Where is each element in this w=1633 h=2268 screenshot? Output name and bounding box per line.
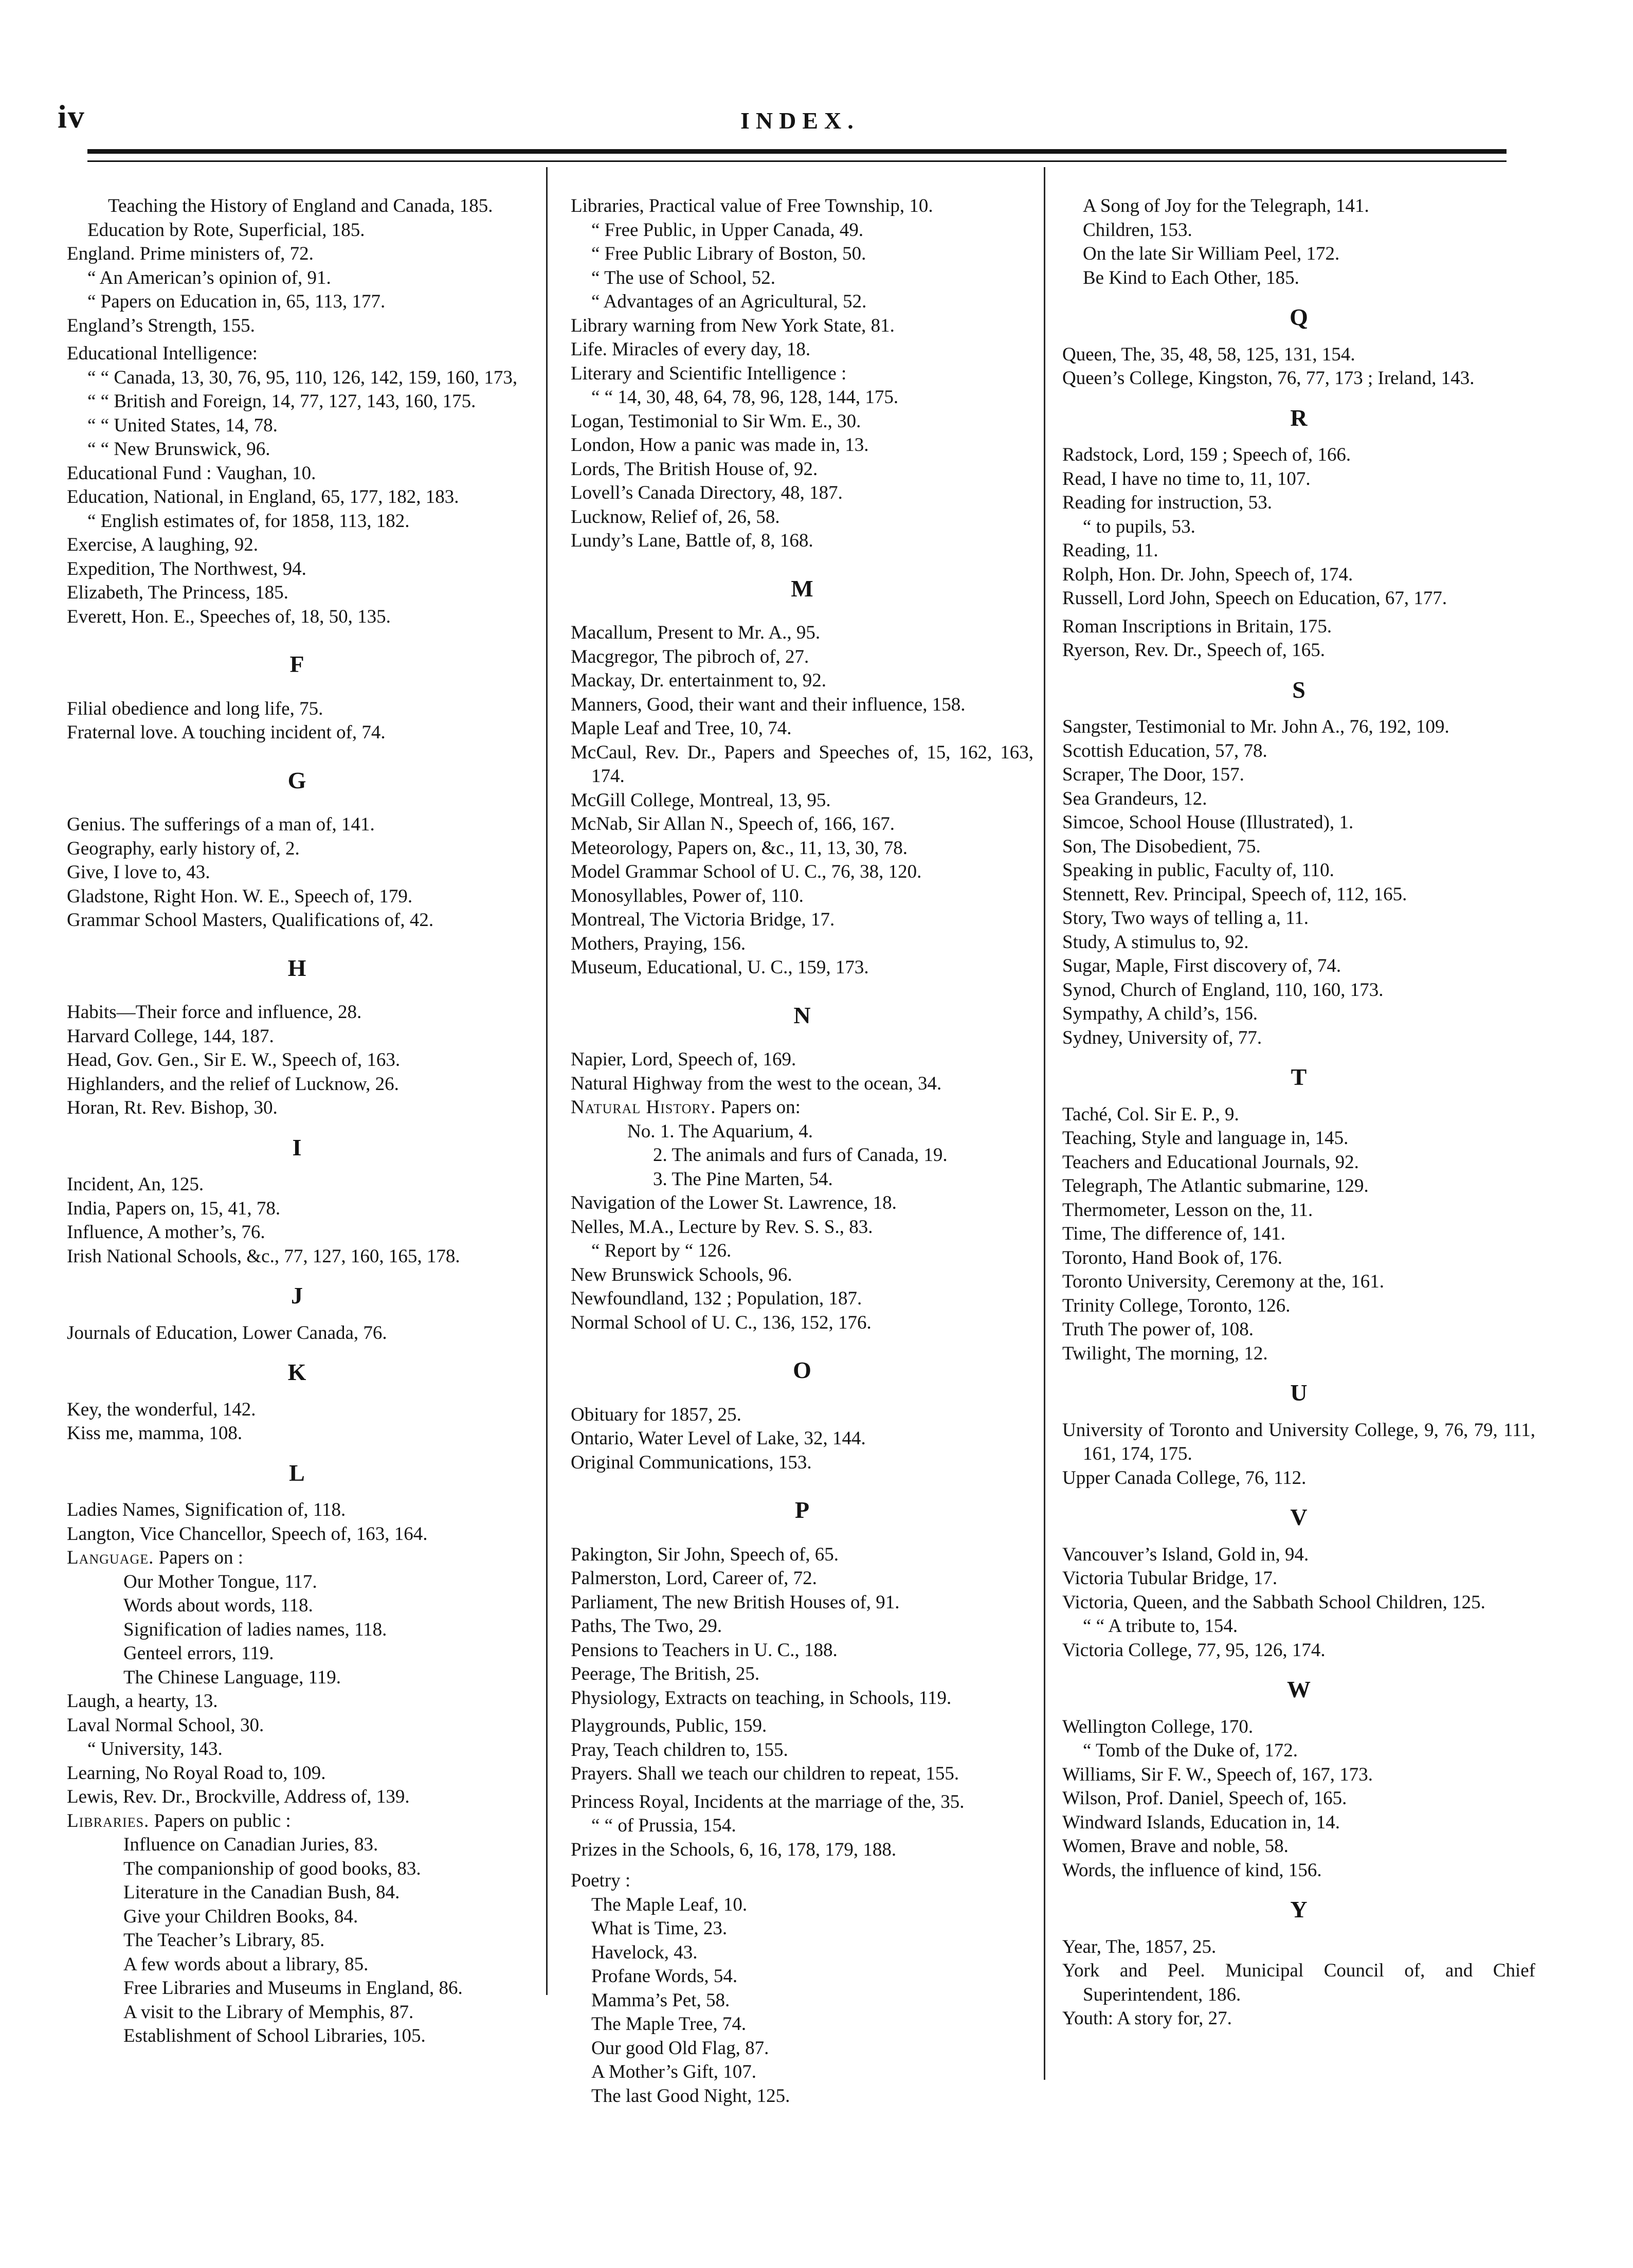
index-entry: Gladstone, Right Hon. W. E., Speech of, 179. bbox=[67, 885, 413, 907]
index-entry: “ Free Public, in Upper Canada, 49. bbox=[591, 219, 864, 241]
section-letter: F bbox=[289, 651, 304, 677]
page-title: INDEX. bbox=[740, 107, 860, 134]
index-entry: The Chinese Language, 119. bbox=[123, 1666, 341, 1688]
index-entry: Story, Two ways of telling a, 11. bbox=[1062, 908, 1309, 929]
index-entry: York and Peel. Municipal Council of, and Chief Superintendent, 186. bbox=[1062, 1960, 1535, 2005]
index-entry: Highlanders, and the relief of Lucknow, 26. bbox=[67, 1073, 399, 1095]
index-entry: Princess Royal, Incidents at the marriage of the, 35. bbox=[571, 1791, 965, 1812]
index-entry: Learning, No Royal Road to, 109. bbox=[67, 1762, 326, 1784]
index-entry: Words, the influence of kind, 156. bbox=[1062, 1859, 1322, 1881]
index-entry-language bbox=[67, 1546, 527, 1570]
index-entry: Rolph, Hon. Dr. John, Speech of, 174. bbox=[1062, 564, 1353, 585]
index-entry: Ladies Names, Signification of, 118. bbox=[67, 1499, 346, 1520]
index-entry: A visit to the Library of Memphis, 87. bbox=[123, 2001, 414, 2023]
index-entry-natural-history bbox=[571, 1096, 1033, 1120]
index-column-3 bbox=[1062, 194, 1535, 2031]
section-letter: P bbox=[794, 1497, 810, 1523]
index-entry: Manners, Good, their want and their influence, 158. bbox=[571, 694, 966, 715]
index-column-2 bbox=[571, 194, 1033, 2108]
index-entry: Upper Canada College, 76, 112. bbox=[1062, 1467, 1307, 1489]
index-entry: Taché, Col. Sir E. P., 9. bbox=[1062, 1103, 1239, 1125]
index-entry: Time, The difference of, 141. bbox=[1062, 1223, 1285, 1244]
index-entry: Toronto, Hand Book of, 176. bbox=[1062, 1247, 1283, 1268]
section-letter: M bbox=[791, 575, 813, 602]
index-entry: Elizabeth, The Princess, 185. bbox=[67, 582, 288, 603]
index-entry: Physiology, Extracts on teaching, in Schools, 119. bbox=[571, 1687, 952, 1709]
index-entry: Incident, An, 125. bbox=[67, 1174, 204, 1195]
index-entry: Radstock, Lord, 159 ; Speech of, 166. bbox=[1062, 444, 1351, 465]
index-entry: Women, Brave and noble, 58. bbox=[1062, 1836, 1289, 1857]
index-entry: Macgregor, The pibroch of, 27. bbox=[571, 646, 809, 667]
index-entry: Kiss me, mamma, 108. bbox=[67, 1423, 243, 1444]
index-entry: Maple Leaf and Tree, 10, 74. bbox=[571, 718, 792, 739]
index-entry: Sangster, Testimonial to Mr. John A., 76, 192, 109. bbox=[1062, 716, 1449, 737]
index-entry: Our good Old Flag, 87. bbox=[591, 2037, 769, 2059]
index-entry: Lewis, Rev. Dr., Brockville, Address of, 139. bbox=[67, 1786, 410, 1807]
index-entry: Vancouver’s Island, Gold in, 94. bbox=[1062, 1544, 1309, 1565]
index-entry: 2. The animals and furs of Canada, 19. bbox=[653, 1145, 948, 1166]
index-entry: 3. The Pine Marten, 54. bbox=[653, 1168, 833, 1190]
index-column-1 bbox=[67, 194, 527, 2048]
index-entry: “ “ 14, 30, 48, 64, 78, 96, 128, 144, 175. bbox=[591, 387, 899, 408]
index-entry: Sugar, Maple, First discovery of, 74. bbox=[1062, 955, 1341, 976]
index-entry: Mothers, Praying, 156. bbox=[571, 933, 746, 954]
index-entry: Poetry : bbox=[571, 1870, 631, 1891]
index-entry: Grammar School Masters, Qualifications of, 42. bbox=[67, 910, 434, 931]
index-entry-libraries bbox=[67, 1809, 527, 1834]
index-entry: Natural Highway from the west to the ocean, 34. bbox=[571, 1073, 942, 1094]
index-entry: Read, I have no time to, 11, 107. bbox=[1062, 468, 1311, 489]
index-entry: “ “ A tribute to, 154. bbox=[1083, 1616, 1238, 1637]
index-entry: “ to pupils, 53. bbox=[1083, 516, 1195, 537]
index-entry: Normal School of U. C., 136, 152, 176. bbox=[571, 1312, 872, 1333]
index-entry: Everett, Hon. E., Speeches of, 18, 50, 135. bbox=[67, 606, 391, 627]
index-entry: Give, I love to, 43. bbox=[67, 862, 210, 883]
index-entry: Speaking in public, Faculty of, 110. bbox=[1062, 860, 1334, 881]
index-entry: “ “ of Prussia, 154. bbox=[591, 1815, 736, 1836]
section-letter: T bbox=[1291, 1064, 1307, 1090]
index-entry: What is Time, 23. bbox=[591, 1918, 728, 1939]
index-entry: A Song of Joy for the Telegraph, 141. bbox=[1083, 195, 1369, 216]
index-entry: Pray, Teach children to, 155. bbox=[571, 1739, 788, 1761]
header-rule-thin bbox=[87, 160, 1507, 162]
section-letter: I bbox=[292, 1134, 302, 1160]
index-entry: Playgrounds, Public, 159. bbox=[571, 1715, 767, 1736]
index-entry: Scottish Education, 57, 78. bbox=[1062, 740, 1267, 761]
index-entry: Lovell’s Canada Directory, 48, 187. bbox=[571, 482, 843, 503]
index-entry: Free Libraries and Museums in England, 86. bbox=[123, 1977, 463, 1999]
section-letter: L bbox=[289, 1459, 305, 1486]
index-entry: Words about words, 118. bbox=[123, 1595, 313, 1616]
index-entry: “ Papers on Education in, 65, 113, 177. bbox=[87, 291, 386, 312]
section-letter: V bbox=[1290, 1504, 1308, 1530]
index-entry: England’s Strength, 155. bbox=[67, 315, 255, 336]
index-entry: Be Kind to Each Other, 185. bbox=[1083, 267, 1299, 288]
index-entry: Laval Normal School, 30. bbox=[67, 1714, 264, 1736]
index-entry: Stennett, Rev. Principal, Speech of, 112, 165. bbox=[1062, 883, 1407, 905]
index-entry: Twilight, The morning, 12. bbox=[1062, 1342, 1268, 1364]
index-entry: Prayers. Shall we teach our children to repeat, 155. bbox=[571, 1763, 959, 1784]
index-entry: India, Papers on, 15, 41, 78. bbox=[67, 1197, 281, 1219]
index-entry: Newfoundland, 132 ; Population, 187. bbox=[571, 1288, 862, 1309]
index-entry: Education by Rote, Superficial, 185. bbox=[87, 219, 365, 241]
heading-language: Language. bbox=[67, 1547, 154, 1568]
index-entry: Ontario, Water Level of Lake, 32, 144. bbox=[571, 1428, 866, 1449]
index-entry: Youth: A story for, 27. bbox=[1062, 2008, 1232, 2029]
index-entry: Fraternal love. A touching incident of, 74. bbox=[67, 722, 386, 743]
index-entry: Monosyllables, Power of, 110. bbox=[571, 885, 804, 906]
index-entry: Head, Gov. Gen., Sir E. W., Speech of, 163. bbox=[67, 1049, 401, 1071]
index-entry: Teaching, Style and language in, 145. bbox=[1062, 1128, 1349, 1149]
column-divider bbox=[546, 167, 548, 1995]
index-entry: Teachers and Educational Journals, 92. bbox=[1062, 1151, 1359, 1173]
index-entry: Wellington College, 170. bbox=[1062, 1716, 1254, 1737]
index-entry: “ The use of School, 52. bbox=[591, 267, 775, 288]
index-entry: The Maple Leaf, 10. bbox=[591, 1894, 748, 1915]
index-entry: Simcoe, School House (Illustrated), 1. bbox=[1062, 812, 1354, 833]
index-entry: No. 1. The Aquarium, 4. bbox=[627, 1120, 813, 1142]
index-entry: Nelles, M.A., Lecture by Rev. S. S., 83. bbox=[571, 1216, 873, 1238]
section-letter: Y bbox=[1290, 1896, 1308, 1922]
index-entry: Peerage, The British, 25. bbox=[571, 1663, 760, 1684]
section-letter: G bbox=[287, 767, 306, 793]
section-letter: S bbox=[1292, 676, 1305, 703]
index-entry: Genius. The sufferings of a man of, 141. bbox=[67, 814, 375, 835]
section-letter: H bbox=[287, 954, 306, 981]
index-entry: Napier, Lord, Speech of, 169. bbox=[571, 1049, 796, 1070]
index-entry: Pakington, Sir John, Speech of, 65. bbox=[571, 1544, 839, 1565]
index-entry: Model Grammar School of U. C., 76, 38, 120. bbox=[571, 861, 922, 882]
heading-libraries: Libraries. bbox=[67, 1810, 150, 1831]
page-number: iv bbox=[58, 98, 85, 135]
index-entry: Horan, Rt. Rev. Bishop, 30. bbox=[67, 1097, 278, 1118]
index-entry: “ Free Public Library of Boston, 50. bbox=[591, 243, 866, 264]
index-entry: “ Report by “ 126. bbox=[591, 1240, 732, 1261]
index-entry: Telegraph, The Atlantic submarine, 129. bbox=[1062, 1175, 1369, 1196]
index-entry: McNab, Sir Allan N., Speech of, 166, 167. bbox=[571, 813, 895, 834]
section-letter: O bbox=[793, 1357, 811, 1383]
heading-natural-history: Natural History. bbox=[571, 1097, 716, 1118]
index-entry: Ryerson, Rev. Dr., Speech of, 165. bbox=[1062, 640, 1325, 661]
index-entry: “ “ New Brunswick, 96. bbox=[87, 439, 270, 460]
index-entry: Truth The power of, 108. bbox=[1062, 1319, 1254, 1340]
index-entry: Toronto University, Ceremony at the, 161. bbox=[1062, 1271, 1384, 1292]
index-entry: Palmerston, Lord, Career of, 72. bbox=[571, 1568, 817, 1589]
index-entry: Harvard College, 144, 187. bbox=[67, 1025, 274, 1047]
index-entry: Laugh, a hearty, 13. bbox=[67, 1691, 218, 1712]
index-entry: Langton, Vice Chancellor, Speech of, 163, 164. bbox=[67, 1523, 428, 1545]
index-entry: University of Toronto and University College, 9, 76, 79, 111, 161, 174, 175. bbox=[1062, 1419, 1535, 1464]
index-entry: Pensions to Teachers in U. C., 188. bbox=[571, 1639, 838, 1661]
index-entry: New Brunswick Schools, 96. bbox=[571, 1264, 792, 1285]
index-entry: Sydney, University of, 77. bbox=[1062, 1027, 1262, 1048]
index-entry: Thermometer, Lesson on the, 11. bbox=[1062, 1199, 1313, 1221]
index-entry: Our Mother Tongue, 117. bbox=[123, 1571, 317, 1592]
index-entry: Windward Islands, Education in, 14. bbox=[1062, 1811, 1340, 1833]
index-entry: Literary and Scientific Intelligence : bbox=[571, 362, 847, 384]
index-entry: Key, the wonderful, 142. bbox=[67, 1399, 256, 1420]
index-entry: Profane Words, 54. bbox=[591, 1966, 738, 1987]
index-entry: McGill College, Montreal, 13, 95. bbox=[571, 789, 831, 811]
index-entry: Signification of ladies names, 118. bbox=[123, 1619, 387, 1640]
index-entry: Lundy’s Lane, Battle of, 8, 168. bbox=[571, 530, 813, 551]
index-entry: Synod, Church of England, 110, 160, 173. bbox=[1062, 979, 1384, 1001]
index-entry: Teaching the History of England and Canada, 185. bbox=[108, 195, 493, 216]
index-entry: “ “ British and Foreign, 14, 77, 127, 143, 160, 175. bbox=[87, 391, 476, 412]
index-entry: Montreal, The Victoria Bridge, 17. bbox=[571, 909, 835, 930]
index-entry: Education, National, in England, 65, 177, 182, 183. bbox=[67, 486, 459, 507]
index-entry: Filial obedience and long life, 75. bbox=[67, 698, 323, 719]
index-entry: Williams, Sir F. W., Speech of, 167, 173. bbox=[1062, 1764, 1373, 1785]
index-entry: Genteel errors, 119. bbox=[123, 1643, 274, 1664]
index-entry: Lords, The British House of, 92. bbox=[571, 458, 818, 480]
index-entry: “ University, 143. bbox=[87, 1738, 223, 1759]
section-letter: K bbox=[287, 1359, 306, 1385]
index-entry: Victoria College, 77, 95, 126, 174. bbox=[1062, 1639, 1326, 1661]
section-letter: N bbox=[793, 1002, 811, 1028]
index-entry: Reading, 11. bbox=[1062, 540, 1158, 561]
index-entry: Original Communications, 153. bbox=[571, 1451, 812, 1473]
index-entry: Exercise, A laughing, 92. bbox=[67, 534, 258, 555]
subheading-text: Papers on : bbox=[158, 1547, 244, 1568]
index-entry: Journals of Education, Lower Canada, 76. bbox=[67, 1322, 387, 1344]
index-entry: “ Advantages of an Agricultural, 52. bbox=[591, 291, 867, 312]
index-entry: The Maple Tree, 74. bbox=[591, 2013, 747, 2035]
subheading-text: Papers on: bbox=[720, 1097, 801, 1118]
index-entry: Victoria Tubular Bridge, 17. bbox=[1062, 1568, 1278, 1589]
index-entry: Son, The Disobedient, 75. bbox=[1062, 836, 1261, 857]
index-entry: Year, The, 1857, 25. bbox=[1062, 1936, 1217, 1957]
index-entry: Habits—Their force and influence, 28. bbox=[67, 1002, 362, 1023]
index-entry: “ An American’s opinion of, 91. bbox=[87, 267, 331, 288]
index-entry: Prizes in the Schools, 6, 16, 178, 179, 188. bbox=[571, 1839, 897, 1860]
index-entry: “ Tomb of the Duke of, 172. bbox=[1083, 1740, 1298, 1761]
index-entry: Sympathy, A child’s, 156. bbox=[1062, 1003, 1258, 1024]
index-entry: Irish National Schools, &c., 77, 127, 160, 165, 178. bbox=[67, 1245, 460, 1267]
index-entry: Logan, Testimonial to Sir Wm. E., 30. bbox=[571, 410, 861, 432]
index-entry: Lucknow, Relief of, 26, 58. bbox=[571, 506, 780, 528]
index-entry: Museum, Educational, U. C., 159, 173. bbox=[571, 957, 869, 978]
index-entry: Roman Inscriptions in Britain, 175. bbox=[1062, 615, 1332, 637]
index-entry: Mamma’s Pet, 58. bbox=[591, 1989, 730, 2011]
index-entry: Macallum, Present to Mr. A., 95. bbox=[571, 622, 821, 643]
index-entry: Sea Grandeurs, 12. bbox=[1062, 788, 1207, 809]
section-letter: W bbox=[1287, 1676, 1311, 1702]
index-entry: England. Prime ministers of, 72. bbox=[67, 243, 314, 264]
index-entry: Establishment of School Libraries, 105. bbox=[123, 2025, 426, 2046]
index-entry: Navigation of the Lower St. Lawrence, 18. bbox=[571, 1192, 897, 1213]
index-entry: “ “ United States, 14, 78. bbox=[87, 414, 278, 436]
index-entry: A few words about a library, 85. bbox=[123, 1953, 369, 1975]
index-entry: Life. Miracles of every day, 18. bbox=[571, 339, 811, 360]
index-entry: Obituary for 1857, 25. bbox=[571, 1404, 741, 1425]
subheading-text: Papers on public : bbox=[154, 1810, 291, 1831]
index-entry: McCaul, Rev. Dr., Papers and Speeches of, 15, 162, 163, 174. bbox=[571, 741, 1033, 787]
section-letter: J bbox=[291, 1282, 303, 1309]
index-entry: Trinity College, Toronto, 126. bbox=[1062, 1295, 1291, 1316]
index-entry: Study, A stimulus to, 92. bbox=[1062, 931, 1249, 953]
index-entry: The companionship of good books, 83. bbox=[123, 1858, 421, 1879]
index-entry: Influence on Canadian Juries, 83. bbox=[123, 1834, 378, 1855]
index-entry: Educational Fund : Vaughan, 10. bbox=[67, 462, 316, 484]
index-entry: Meteorology, Papers on, &c., 11, 13, 30, 78. bbox=[571, 837, 908, 859]
index-entry: A Mother’s Gift, 107. bbox=[591, 2061, 757, 2082]
index-entry: London, How a panic was made in, 13. bbox=[571, 434, 869, 456]
header-rule-thick bbox=[87, 149, 1507, 154]
index-entry: Reading for instruction, 53. bbox=[1062, 492, 1272, 513]
index-entry: Parliament, The new British Houses of, 91. bbox=[571, 1591, 900, 1613]
index-entry: The Teacher’s Library, 85. bbox=[123, 1930, 325, 1951]
index-entry: Expedition, The Northwest, 94. bbox=[67, 558, 306, 579]
section-letter: U bbox=[1290, 1380, 1308, 1406]
index-entry: Queen’s College, Kingston, 76, 77, 173 ; Ireland, 143. bbox=[1062, 368, 1475, 389]
index-entry: Libraries, Practical value of Free Township, 10. bbox=[571, 195, 933, 216]
index-entry: Library warning from New York State, 81. bbox=[571, 315, 895, 336]
index-entry: “ English estimates of, for 1858, 113, 182. bbox=[87, 510, 410, 532]
index-entry: Paths, The Two, 29. bbox=[571, 1616, 722, 1637]
column-divider bbox=[1044, 167, 1045, 2080]
index-entry: Literature in the Canadian Bush, 84. bbox=[123, 1882, 400, 1903]
index-entry: Give your Children Books, 84. bbox=[123, 1906, 358, 1927]
index-entry: Russell, Lord John, Speech on Education, 67, 177. bbox=[1062, 588, 1447, 609]
index-entry: On the late Sir William Peel, 172. bbox=[1083, 243, 1340, 264]
index-entry: The last Good Night, 125. bbox=[591, 2085, 790, 2107]
index-entry: Geography, early history of, 2. bbox=[67, 838, 300, 859]
section-letter: Q bbox=[1290, 304, 1308, 330]
index-entry: Children, 153. bbox=[1083, 219, 1192, 241]
section-letter: R bbox=[1290, 404, 1308, 431]
index-entry: “ “ Canada, 13, 30, 76, 95, 110, 126, 142, 159, 160, 173, bbox=[87, 367, 518, 388]
index-entry: Wilson, Prof. Daniel, Speech of, 165. bbox=[1062, 1788, 1347, 1809]
index-entry: Havelock, 43. bbox=[591, 1942, 698, 1963]
index-entry: Influence, A mother’s, 76. bbox=[67, 1222, 265, 1243]
index-entry: Queen, The, 35, 48, 58, 125, 131, 154. bbox=[1062, 343, 1355, 365]
index-entry: Mackay, Dr. entertainment to, 92. bbox=[571, 670, 826, 691]
index-entry: Victoria, Queen, and the Sabbath School Children, 125. bbox=[1062, 1591, 1485, 1613]
index-entry: Educational Intelligence: bbox=[67, 343, 258, 364]
index-entry: Scraper, The Door, 157. bbox=[1062, 764, 1244, 785]
